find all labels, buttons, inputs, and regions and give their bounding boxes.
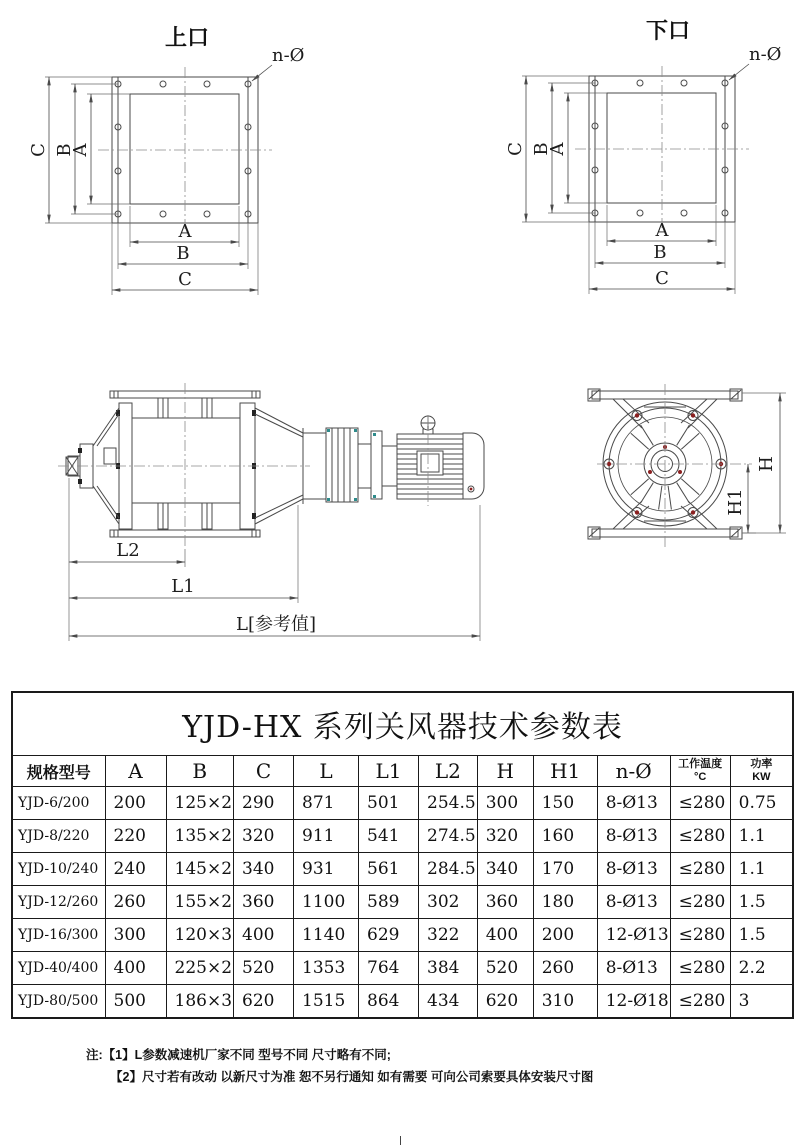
bottom-port-title: 下口 bbox=[645, 18, 691, 43]
col-header-h: H bbox=[477, 756, 533, 787]
front-view-drawing bbox=[588, 384, 786, 549]
value-cell: 1100 bbox=[294, 886, 359, 919]
value-cell: 135×2 bbox=[166, 820, 234, 853]
value-cell: 520 bbox=[477, 952, 533, 985]
value-cell: 186×3 bbox=[166, 985, 234, 1019]
value-cell: 260 bbox=[533, 952, 597, 985]
value-cell: 320 bbox=[234, 820, 294, 853]
value-cell: 8-Ø13 bbox=[597, 820, 670, 853]
page-bottom-mark bbox=[400, 1136, 401, 1145]
table-header-row bbox=[12, 756, 793, 787]
value-cell: 1.5 bbox=[730, 886, 793, 919]
value-cell: 8-Ø13 bbox=[597, 787, 670, 820]
value-cell: 340 bbox=[477, 853, 533, 886]
side-view-drawing bbox=[58, 383, 484, 641]
value-cell: 541 bbox=[359, 820, 419, 853]
value-cell: 160 bbox=[533, 820, 597, 853]
top-port-title: 上口 bbox=[164, 25, 210, 50]
value-cell: 8-Ø13 bbox=[597, 886, 670, 919]
dim-label-l2: L2 bbox=[116, 540, 140, 561]
temp-header-unit: °C bbox=[693, 771, 707, 783]
value-cell: 310 bbox=[533, 985, 597, 1019]
value-cell: 200 bbox=[533, 919, 597, 952]
col-header-temp bbox=[670, 756, 730, 787]
value-cell: 300 bbox=[477, 787, 533, 820]
dim-label-h: H bbox=[756, 456, 777, 472]
value-cell: 1.1 bbox=[730, 820, 793, 853]
value-cell: 120×3 bbox=[166, 919, 234, 952]
table-row bbox=[12, 787, 793, 820]
power-header-unit: KW bbox=[752, 771, 771, 783]
value-cell: 12-Ø18 bbox=[597, 985, 670, 1019]
value-cell: 3 bbox=[730, 985, 793, 1019]
value-cell: 400 bbox=[234, 919, 294, 952]
value-cell: ≤280 bbox=[670, 853, 730, 886]
col-header-l2: L2 bbox=[419, 756, 478, 787]
top-port-drawing bbox=[28, 25, 304, 295]
value-cell: 240 bbox=[105, 853, 166, 886]
table-row bbox=[12, 820, 793, 853]
value-cell: 290 bbox=[234, 787, 294, 820]
value-cell: 8-Ø13 bbox=[597, 853, 670, 886]
value-cell: ≤280 bbox=[670, 820, 730, 853]
value-cell: 871 bbox=[294, 787, 359, 820]
value-cell: 1515 bbox=[294, 985, 359, 1019]
value-cell: 180 bbox=[533, 886, 597, 919]
value-cell: 501 bbox=[359, 787, 419, 820]
model-cell: YJD-10/240 bbox=[12, 853, 105, 886]
model-cell: YJD-40/400 bbox=[12, 952, 105, 985]
value-cell: ≤280 bbox=[670, 886, 730, 919]
table-row bbox=[12, 952, 793, 985]
value-cell: 1353 bbox=[294, 952, 359, 985]
value-cell: 284.5 bbox=[419, 853, 478, 886]
value-cell: ≤280 bbox=[670, 952, 730, 985]
value-cell: 620 bbox=[477, 985, 533, 1019]
footnotes bbox=[86, 1044, 593, 1088]
param-table-body bbox=[12, 787, 793, 1019]
value-cell: ≤280 bbox=[670, 787, 730, 820]
value-cell: 360 bbox=[477, 886, 533, 919]
value-cell: 400 bbox=[477, 919, 533, 952]
parameter-table-section bbox=[11, 691, 794, 1019]
value-cell: 561 bbox=[359, 853, 419, 886]
table-row bbox=[12, 886, 793, 919]
value-cell: 864 bbox=[359, 985, 419, 1019]
table-title-row bbox=[12, 692, 793, 756]
value-cell: ≤280 bbox=[670, 919, 730, 952]
value-cell: ≤280 bbox=[670, 985, 730, 1019]
value-cell: 931 bbox=[294, 853, 359, 886]
col-header-a: A bbox=[105, 756, 166, 787]
value-cell: 620 bbox=[234, 985, 294, 1019]
value-cell: 12-Ø13 bbox=[597, 919, 670, 952]
value-cell: 322 bbox=[419, 919, 478, 952]
footnote-2: 【2】尺寸若有改动 以新尺寸为准 恕不另行通知 如有需要 可向公司索要具体安装尺寸图 bbox=[110, 1070, 594, 1084]
value-cell: 764 bbox=[359, 952, 419, 985]
value-cell: 400 bbox=[105, 952, 166, 985]
value-cell: 520 bbox=[234, 952, 294, 985]
value-cell: 0.75 bbox=[730, 787, 793, 820]
bottom-port-drawing bbox=[505, 18, 781, 294]
value-cell: 500 bbox=[105, 985, 166, 1019]
value-cell: 150 bbox=[533, 787, 597, 820]
col-header-h1: H1 bbox=[533, 756, 597, 787]
value-cell: 589 bbox=[359, 886, 419, 919]
power-header-label: 功率 bbox=[750, 758, 773, 771]
footnote-1: 注:【1】L参数减速机厂家不同 型号不同 尺寸略有不同; bbox=[86, 1048, 391, 1062]
value-cell: 225×2 bbox=[166, 952, 234, 985]
value-cell: 170 bbox=[533, 853, 597, 886]
parameter-table bbox=[11, 691, 794, 1019]
value-cell: 1.1 bbox=[730, 853, 793, 886]
model-cell: YJD-8/220 bbox=[12, 820, 105, 853]
col-header-model: 规格型号 bbox=[12, 756, 105, 787]
value-cell: 260 bbox=[105, 886, 166, 919]
value-cell: 8-Ø13 bbox=[597, 952, 670, 985]
table-row bbox=[12, 919, 793, 952]
value-cell: 434 bbox=[419, 985, 478, 1019]
table-title: YJD-HX 系列关风器技术参数表 bbox=[12, 692, 793, 756]
dim-label-h1: H1 bbox=[725, 488, 746, 516]
value-cell: 274.5 bbox=[419, 820, 478, 853]
value-cell: 384 bbox=[419, 952, 478, 985]
dim-label-l1: L1 bbox=[171, 576, 195, 597]
value-cell: 220 bbox=[105, 820, 166, 853]
value-cell: 254.5 bbox=[419, 787, 478, 820]
value-cell: 320 bbox=[477, 820, 533, 853]
col-header-b: B bbox=[166, 756, 234, 787]
model-cell: YJD-6/200 bbox=[12, 787, 105, 820]
value-cell: 302 bbox=[419, 886, 478, 919]
col-header-l1: L1 bbox=[359, 756, 419, 787]
value-cell: 2.2 bbox=[730, 952, 793, 985]
model-cell: YJD-16/300 bbox=[12, 919, 105, 952]
value-cell: 340 bbox=[234, 853, 294, 886]
value-cell: 911 bbox=[294, 820, 359, 853]
technical-drawings: B C 上口 下口 L2 L1 L[参考值] H1 H bbox=[0, 0, 800, 690]
value-cell: 1.5 bbox=[730, 919, 793, 952]
col-header-power bbox=[730, 756, 793, 787]
value-cell: 125×2 bbox=[166, 787, 234, 820]
table-row bbox=[12, 853, 793, 886]
dim-label-l-ref: L[参考值] bbox=[236, 614, 316, 635]
model-cell: YJD-80/500 bbox=[12, 985, 105, 1019]
col-header-holes: n-Ø bbox=[597, 756, 670, 787]
model-cell: YJD-12/260 bbox=[12, 886, 105, 919]
table-row bbox=[12, 985, 793, 1019]
value-cell: 1140 bbox=[294, 919, 359, 952]
col-header-c: C bbox=[234, 756, 294, 787]
value-cell: 200 bbox=[105, 787, 166, 820]
value-cell: 300 bbox=[105, 919, 166, 952]
value-cell: 155×2 bbox=[166, 886, 234, 919]
value-cell: 145×2 bbox=[166, 853, 234, 886]
value-cell: 360 bbox=[234, 886, 294, 919]
value-cell: 629 bbox=[359, 919, 419, 952]
col-header-l: L bbox=[294, 756, 359, 787]
temp-header-label: 工作温度 bbox=[678, 758, 723, 771]
